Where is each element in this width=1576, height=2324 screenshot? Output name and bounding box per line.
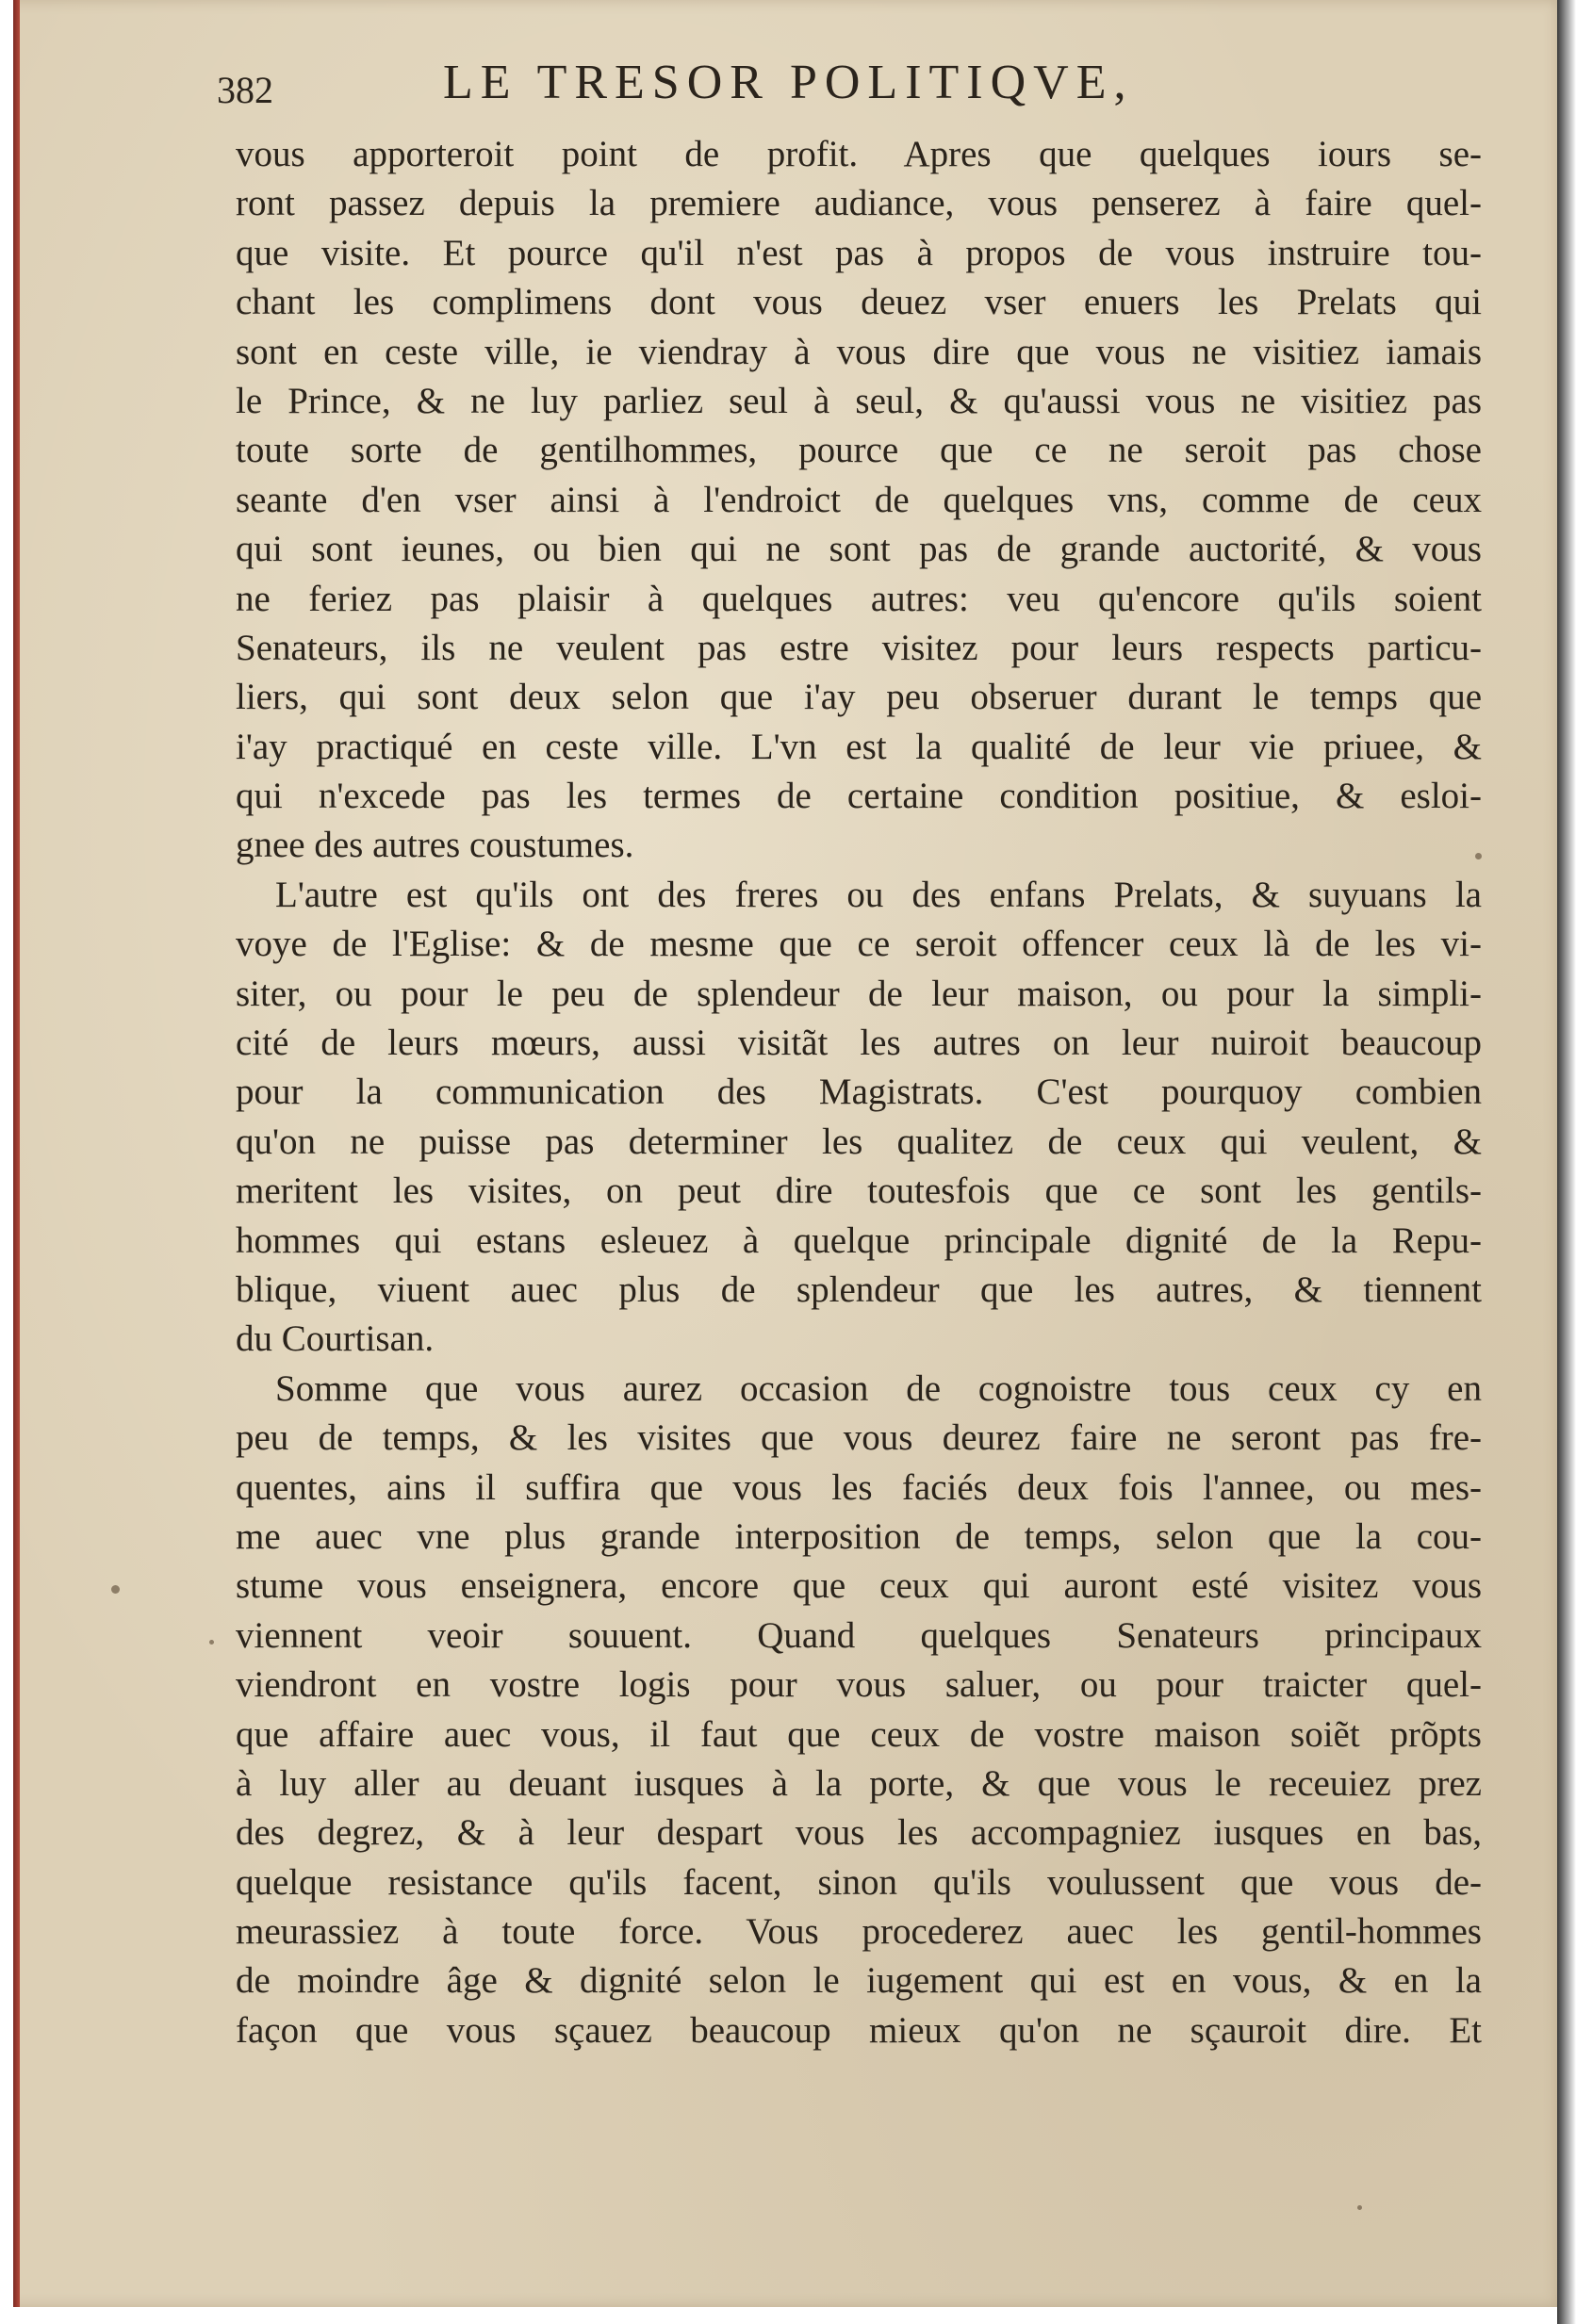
body-text [236, 130, 1482, 2055]
text-line: que affaire auec vous, il faut que ceux de vostre maison soiẽt prõpts [236, 1713, 1482, 1755]
text-line: toute sorte de gentilhommes, pource que ce ne seroit pas chose [236, 430, 1482, 471]
page-right-edge [1557, 0, 1576, 2324]
text-line: façon que vous sçauez beaucoup mieux qu'on ne sçauroit dire. Et [236, 2009, 1482, 2051]
text-line: chant les complimens dont vous deuez vser enuers les Prelats qui [236, 282, 1482, 323]
running-title: LE TRESOR POLITIQVE, [443, 56, 1134, 109]
text-line: blique, viuent auec plus de splendeur que les autres, & tiennent [236, 1268, 1482, 1310]
text-line: quelque resistance qu'ils facent, sinon qu'ils voulussent que vous de- [236, 1861, 1482, 1903]
page-header [217, 55, 1489, 121]
text-line: qu'on ne puisse pas determiner les qualitez de ceux qui veulent, & [236, 1121, 1482, 1162]
text-line: voye de l'Eglise: & de mesme que ce seroit offencer ceux là de les vi- [236, 924, 1482, 965]
paper-speck [111, 1585, 120, 1594]
text-line: siter, ou pour le peu de splendeur de leur maison, ou pour la simpli- [236, 973, 1482, 1014]
text-line: peu de temps, & les visites que vous deurez faire ne seront pas fre- [236, 1417, 1482, 1459]
text-line: viendront en vostre logis pour vous saluer, ou pour traicter quel- [236, 1664, 1482, 1706]
page-spine-edge [13, 0, 20, 2307]
text-line: L'autre est qu'ils ont des freres ou des enfans Prelats, & suyuans la [275, 874, 1482, 915]
text-line: stume vous enseignera, encore que ceux qui auront esté visitez vous [236, 1565, 1482, 1607]
text-line: viennent veoir souuent. Quand quelques Senateurs principaux [236, 1614, 1482, 1656]
text-line: Somme que vous aurez occasion de cognoistre tous ceux cy en [275, 1367, 1482, 1409]
text-line: du Courtisan. [236, 1318, 435, 1360]
paper-speck [1357, 2205, 1362, 2210]
text-line: liers, qui sont deux selon que i'ay peu obseruer durant le temps que [236, 677, 1482, 718]
text-line: meritent les visites, on peut dire toutesfois que ce sont les gentils- [236, 1170, 1482, 1212]
paper-speck [1475, 853, 1482, 859]
text-line: que visite. Et pource qu'il n'est pas à propos de vous instruire tou- [236, 232, 1482, 273]
text-line: gnee des autres coustumes. [236, 825, 634, 866]
text-line: qui n'excede pas les termes de certaine condition positiue, & esloi- [236, 776, 1482, 817]
text-line: meurassiez à toute force. Vous procederez auec les gentil-hommes [236, 1911, 1482, 1953]
text-line: pour la communication des Magistrats. C'est pourquoy combien [236, 1072, 1482, 1113]
text-line: seante d'en vser ainsi à l'endroict de quelques vns, comme de ceux [236, 479, 1482, 520]
text-line: me auec vne plus grande interposition de temps, selon que la cou- [236, 1515, 1482, 1557]
text-line: ront passez depuis la premiere audiance, vous penserez à faire quel- [236, 183, 1482, 224]
text-line: le Prince, & ne luy parliez seul à seul, & qu'aussi vous ne visitiez pas [236, 380, 1482, 421]
text-line: cité de leurs mœurs, aussi visitãt les autres on leur nuiroit beaucoup [236, 1023, 1482, 1064]
text-line: sont en ceste ville, ie viendray à vous dire que vous ne visitiez iamais [236, 331, 1482, 372]
text-line: vous apporteroit point de profit. Apres que quelques iours se- [236, 134, 1482, 174]
text-line: à luy aller au deuant iusques à la porte, & que vous le receuiez prez [236, 1762, 1482, 1804]
text-line: des degrez, & à leur despart vous les accompagniez iusques en bas, [236, 1812, 1482, 1854]
page-number: 382 [217, 69, 273, 111]
text-line: ne feriez pas plaisir à quelques autres: veu qu'encore qu'ils soient [236, 578, 1482, 619]
text-line: quentes, ains il suffira que vous les faciés deux fois l'annee, ou mes- [236, 1466, 1482, 1508]
text-line: qui sont ieunes, ou bien qui ne sont pas de grande auctorité, & vous [236, 529, 1482, 570]
text-line: de moindre âge & dignité selon le iugement qui est en vous, & en la [236, 1960, 1482, 2002]
text-line: Senateurs, ils ne veulent pas estre visitez pour leurs respects particu- [236, 627, 1482, 668]
text-line: i'ay practiqué en ceste ville. L'vn est la qualité de leur vie priuee, & [236, 726, 1482, 767]
text-line: hommes qui estans esleuez à quelque principale dignité de la Repu- [236, 1219, 1482, 1261]
paper-speck [209, 1640, 214, 1645]
